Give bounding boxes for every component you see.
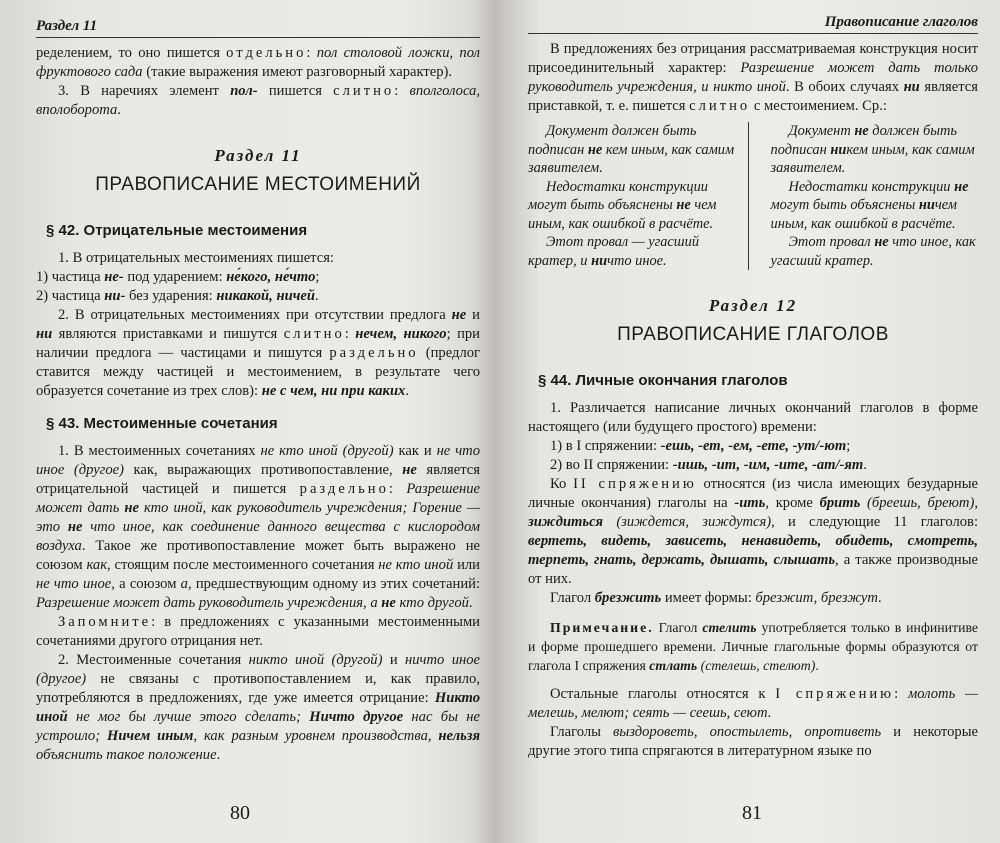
comparison-left-item: Документ должен быть подписан не кем иным, как самим заявителем. <box>528 123 735 176</box>
section-title-pronouns: ПРАВОПИСАНИЕ МЕСТОИМЕНИЙ <box>95 174 421 195</box>
par43-paragraph-3: 2. Местоименные сочетания никто иной (другой) и ничто иное (другое) не связаны с противопоставлением и, как правило, употребляются в предложениях, где уже имеется отрицание: Никто иной не мог бы лучше этого сделать; Ничто другое нас бы не устроило; Ничем иным, как разным уровнем производства, нельзя объяснить такое положение. <box>36 652 481 763</box>
par44-note: Примечание. Глагол стелить употребляется только в инфинитиве и форме прошедшего времени. Личные глагольные формы образуются от глагола I спряжения стлать (стелешь, стелют). <box>528 620 979 673</box>
par42-line-4: 2. В отрицательных местоимениях при отсутствии предлога не и ни являются приставками и пишутся слитно: нечем, никого; при наличии предлога — частицами и пишутся раздельно (предлог ставится между частицей и местоимением, в результате чего образуется сочетание из трех слов): не с чем, ни при каких. <box>36 307 481 399</box>
paragraph-heading-43: § 43. Местоименные сочетания <box>46 415 278 432</box>
comparison-right-item: Этот провал не что иное, как угасший кратер. <box>770 234 976 269</box>
par44-list-2: 2) во II спряжении: -ишь, -ит, -им, -ите, -ат/-ят. <box>550 457 867 473</box>
running-head-left <box>36 18 480 38</box>
right-intro-paragraph: В предложениях без отрицания рассматриваемая конструкция носит присоединительный характер: Разрешение может дать только руководитель учреждения, и никто иной. В обоих случаях ни является приставкой, т. е. пишется слитно с местоимением. Ср.: <box>528 41 978 114</box>
par42-line-3: 2) частица ни- без ударения: никакой, ничей. <box>36 288 319 304</box>
par44-list-1: 1) в I спряжении: -ешь, -ет, -ем, -ете, -ут/-ют; <box>550 438 851 454</box>
comparison-columns <box>528 122 978 270</box>
comparison-right-item: Недостатки конструкции не могут быть объяснены ничем иным, как ошибкой в расчёте. <box>770 178 969 232</box>
par44-paragraph-4: Остальные глаголы относятся к I спряжению: молоть — мелешь, мелют; сеять — сеешь, сеют. <box>528 686 978 721</box>
par42-line-1: 1. В отрицательных местоимениях пишется: <box>58 250 334 266</box>
page-number-right: 81 <box>742 802 762 824</box>
comparison-left-column <box>528 122 748 270</box>
comparison-right-column <box>748 122 979 270</box>
par44-paragraph-2: Ко II спряжению относятся (из числа имеющих безударные личные окончания) глаголы на -ить, кроме брить (бреешь, бреют), зиждиться (зиждется, зиждутся), и следующие 11 глаголов: вертеть, видеть, зависеть, ненавидеть, обидеть, смотреть, терпеть, гнать, держать, дышать, слышать, а также производные от них. <box>528 476 979 587</box>
intro-paragraph-2: 3. В наречиях элемент пол- пишется слитно: вполголоса, вполоборота. <box>36 83 480 118</box>
comparison-left-item: Недостатки конструкции могут быть объяснены не чем иным, как ошибкой в расчёте. <box>528 178 717 232</box>
section-label-11: Раздел 11 <box>214 146 302 165</box>
page-number-left: 80 <box>230 802 250 824</box>
running-head-text: Раздел 11 <box>36 18 98 34</box>
intro-paragraph-1: ределением, то оно пишется отдельно: пол столовой ложки, пол фруктового сада (такие выражения имеют разговорный характер). <box>36 45 480 80</box>
comparison-left-item: Этот провал — угасший кратер, и ничто иное. <box>528 234 700 269</box>
paragraph-heading-42: § 42. Отрицательные местоимения <box>46 222 308 239</box>
par42-line-2: 1) частица не- под ударением: не́кого, не́что; <box>36 269 320 285</box>
paragraph-heading-44: § 44. Личные окончания глаголов <box>538 372 788 389</box>
par44-paragraph-5: Глаголы выздороветь, опостылеть, опротиветь и некоторые другие этого типа спрягаются в литературном языке по <box>528 724 978 759</box>
par43-paragraph-2: Запомните: в предложениях с указанными местоименными сочетаниями другого отрицания нет. <box>36 614 480 649</box>
comparison-right-item: Документ не должен быть подписан никем иным, как самим заявителем. <box>770 123 975 176</box>
right-page <box>506 0 1000 843</box>
section-title-verbs: ПРАВОПИСАНИЕ ГЛАГОЛОВ <box>617 324 889 345</box>
par43-paragraph-1: 1. В местоименных сочетаниях не кто иной (другой) как и не что иное (другое) как, выражающих противопоставление, не является отрицательной частицей и пишется раздельно: Разрешение может дать не кто иной, как руководитель учреждения; Горение — это не что иное, как соединение данного вещества с кислородом воздуха. Такое же противопоставление может быть выражено не союзом как, стоящим после местоименного сочетания не кто иной или не что иное, а союзом а, предшествующим одному из этих сочетаний: Разрешение может дать руководитель учреждения, а не кто другой. <box>36 443 481 611</box>
section-label-12: Раздел 12 <box>708 296 798 315</box>
par44-paragraph-3: Глагол брезжить имеет формы: брезжит, брезжут. <box>550 590 882 606</box>
par44-paragraph-1: 1. Различается написание личных окончаний глаголов в форме настоящего (или будущего простого) времени: <box>528 400 978 435</box>
running-head-right <box>528 14 978 34</box>
running-head-text: Правописание глаголов <box>824 14 978 30</box>
left-page <box>0 0 494 843</box>
